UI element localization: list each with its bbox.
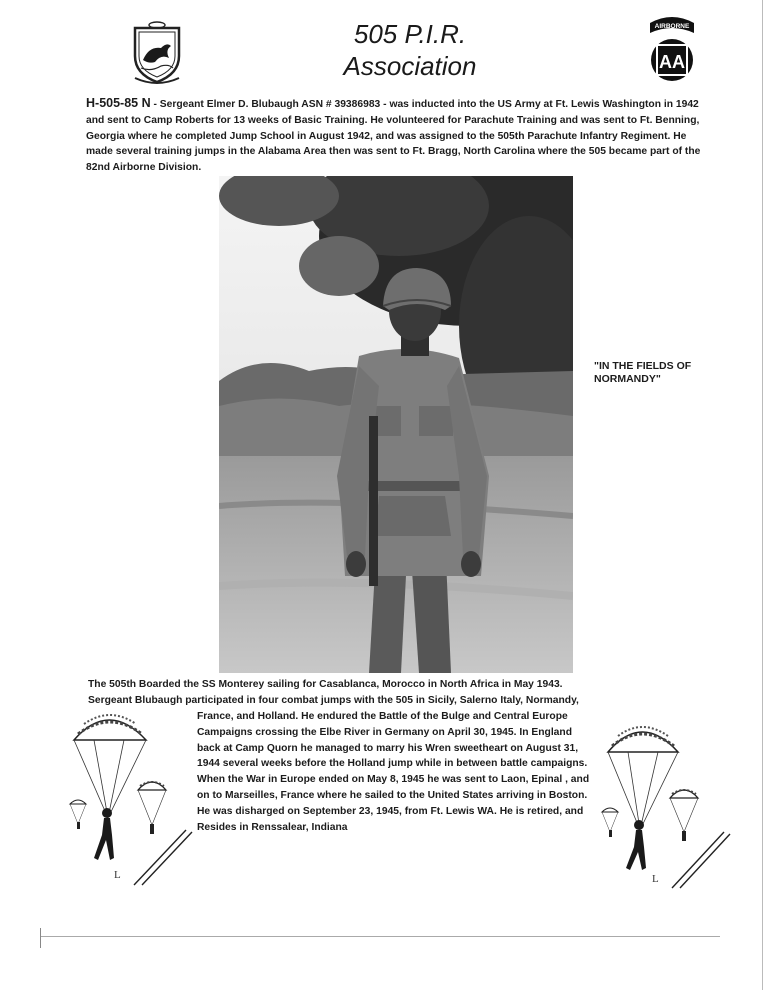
left-edge-mark bbox=[40, 928, 41, 948]
aa-letters: AA bbox=[659, 52, 685, 72]
intro-text: - Sergeant Elmer D. Blubaugh ASN # 39386983 - was inducted into the US Army at Ft. Lewis Washington in 1942 and sent to Camp Roberts for 13 weeks of Basic Training. He volunteered for Parachute Training and was sent to Ft. Benning, Georgia where he completed Jump School in August 1942, and was assigned to the 505th Parachute Infantry Regiment. He made several training jumps in the Alabama Area then was sent to Ft. Bragg, North Carolina where the 505 became part of the 82nd Airborne Division. bbox=[86, 99, 701, 174]
soldier-photo bbox=[219, 176, 573, 673]
title-line-2: Association bbox=[343, 51, 477, 81]
intro-paragraph bbox=[86, 96, 716, 176]
page-title bbox=[330, 18, 490, 82]
paratroopers-left-icon bbox=[64, 700, 194, 890]
airborne-tab-text: AIRBORNE bbox=[654, 23, 690, 30]
story-line-2: Sergeant Blubaugh participated in four combat jumps with the 505 in Sicily, Salerno Italy, Normandy, bbox=[88, 694, 579, 706]
title-line-1: 505 P.I.R. bbox=[353, 19, 467, 49]
intro-lead: H-505-85 N bbox=[86, 96, 151, 110]
paratroopers-right-icon bbox=[600, 712, 735, 892]
story-paragraph: France, and Holland. He endured the Battle of the Bulge and Central Europe Campaigns crossing the Elbe River in Germany on April 30, 1945. In England back at Camp Quorn he managed to marry his Wren sweetheart on August 31, 1944 several weeks before the Holland jump while in between battle campaigns. When the War in Europe ended on May 8, 1945 he was sent to Laon, Epinal , and on to Marseilles, France where he sailed to the United States arriving in Boston. He was disharged on September 23, 1945, from Ft. Lewis WA. He is retired, and Resides in Renssalear, Indiana bbox=[197, 711, 590, 833]
regimental-crest-icon bbox=[131, 20, 183, 86]
story-line-1: The 505th Boarded the SS Monterey sailing for Casablanca, Morocco in North Africa in May 1943. bbox=[88, 679, 563, 690]
artist-mark-right: L bbox=[652, 873, 659, 885]
photo-caption: "IN THE FIELDS OF NORMANDY" bbox=[594, 360, 692, 385]
artist-mark-left: L bbox=[114, 869, 121, 881]
airborne-badge-icon bbox=[647, 14, 697, 86]
bottom-rule bbox=[40, 936, 720, 937]
right-page-edge bbox=[762, 0, 763, 990]
